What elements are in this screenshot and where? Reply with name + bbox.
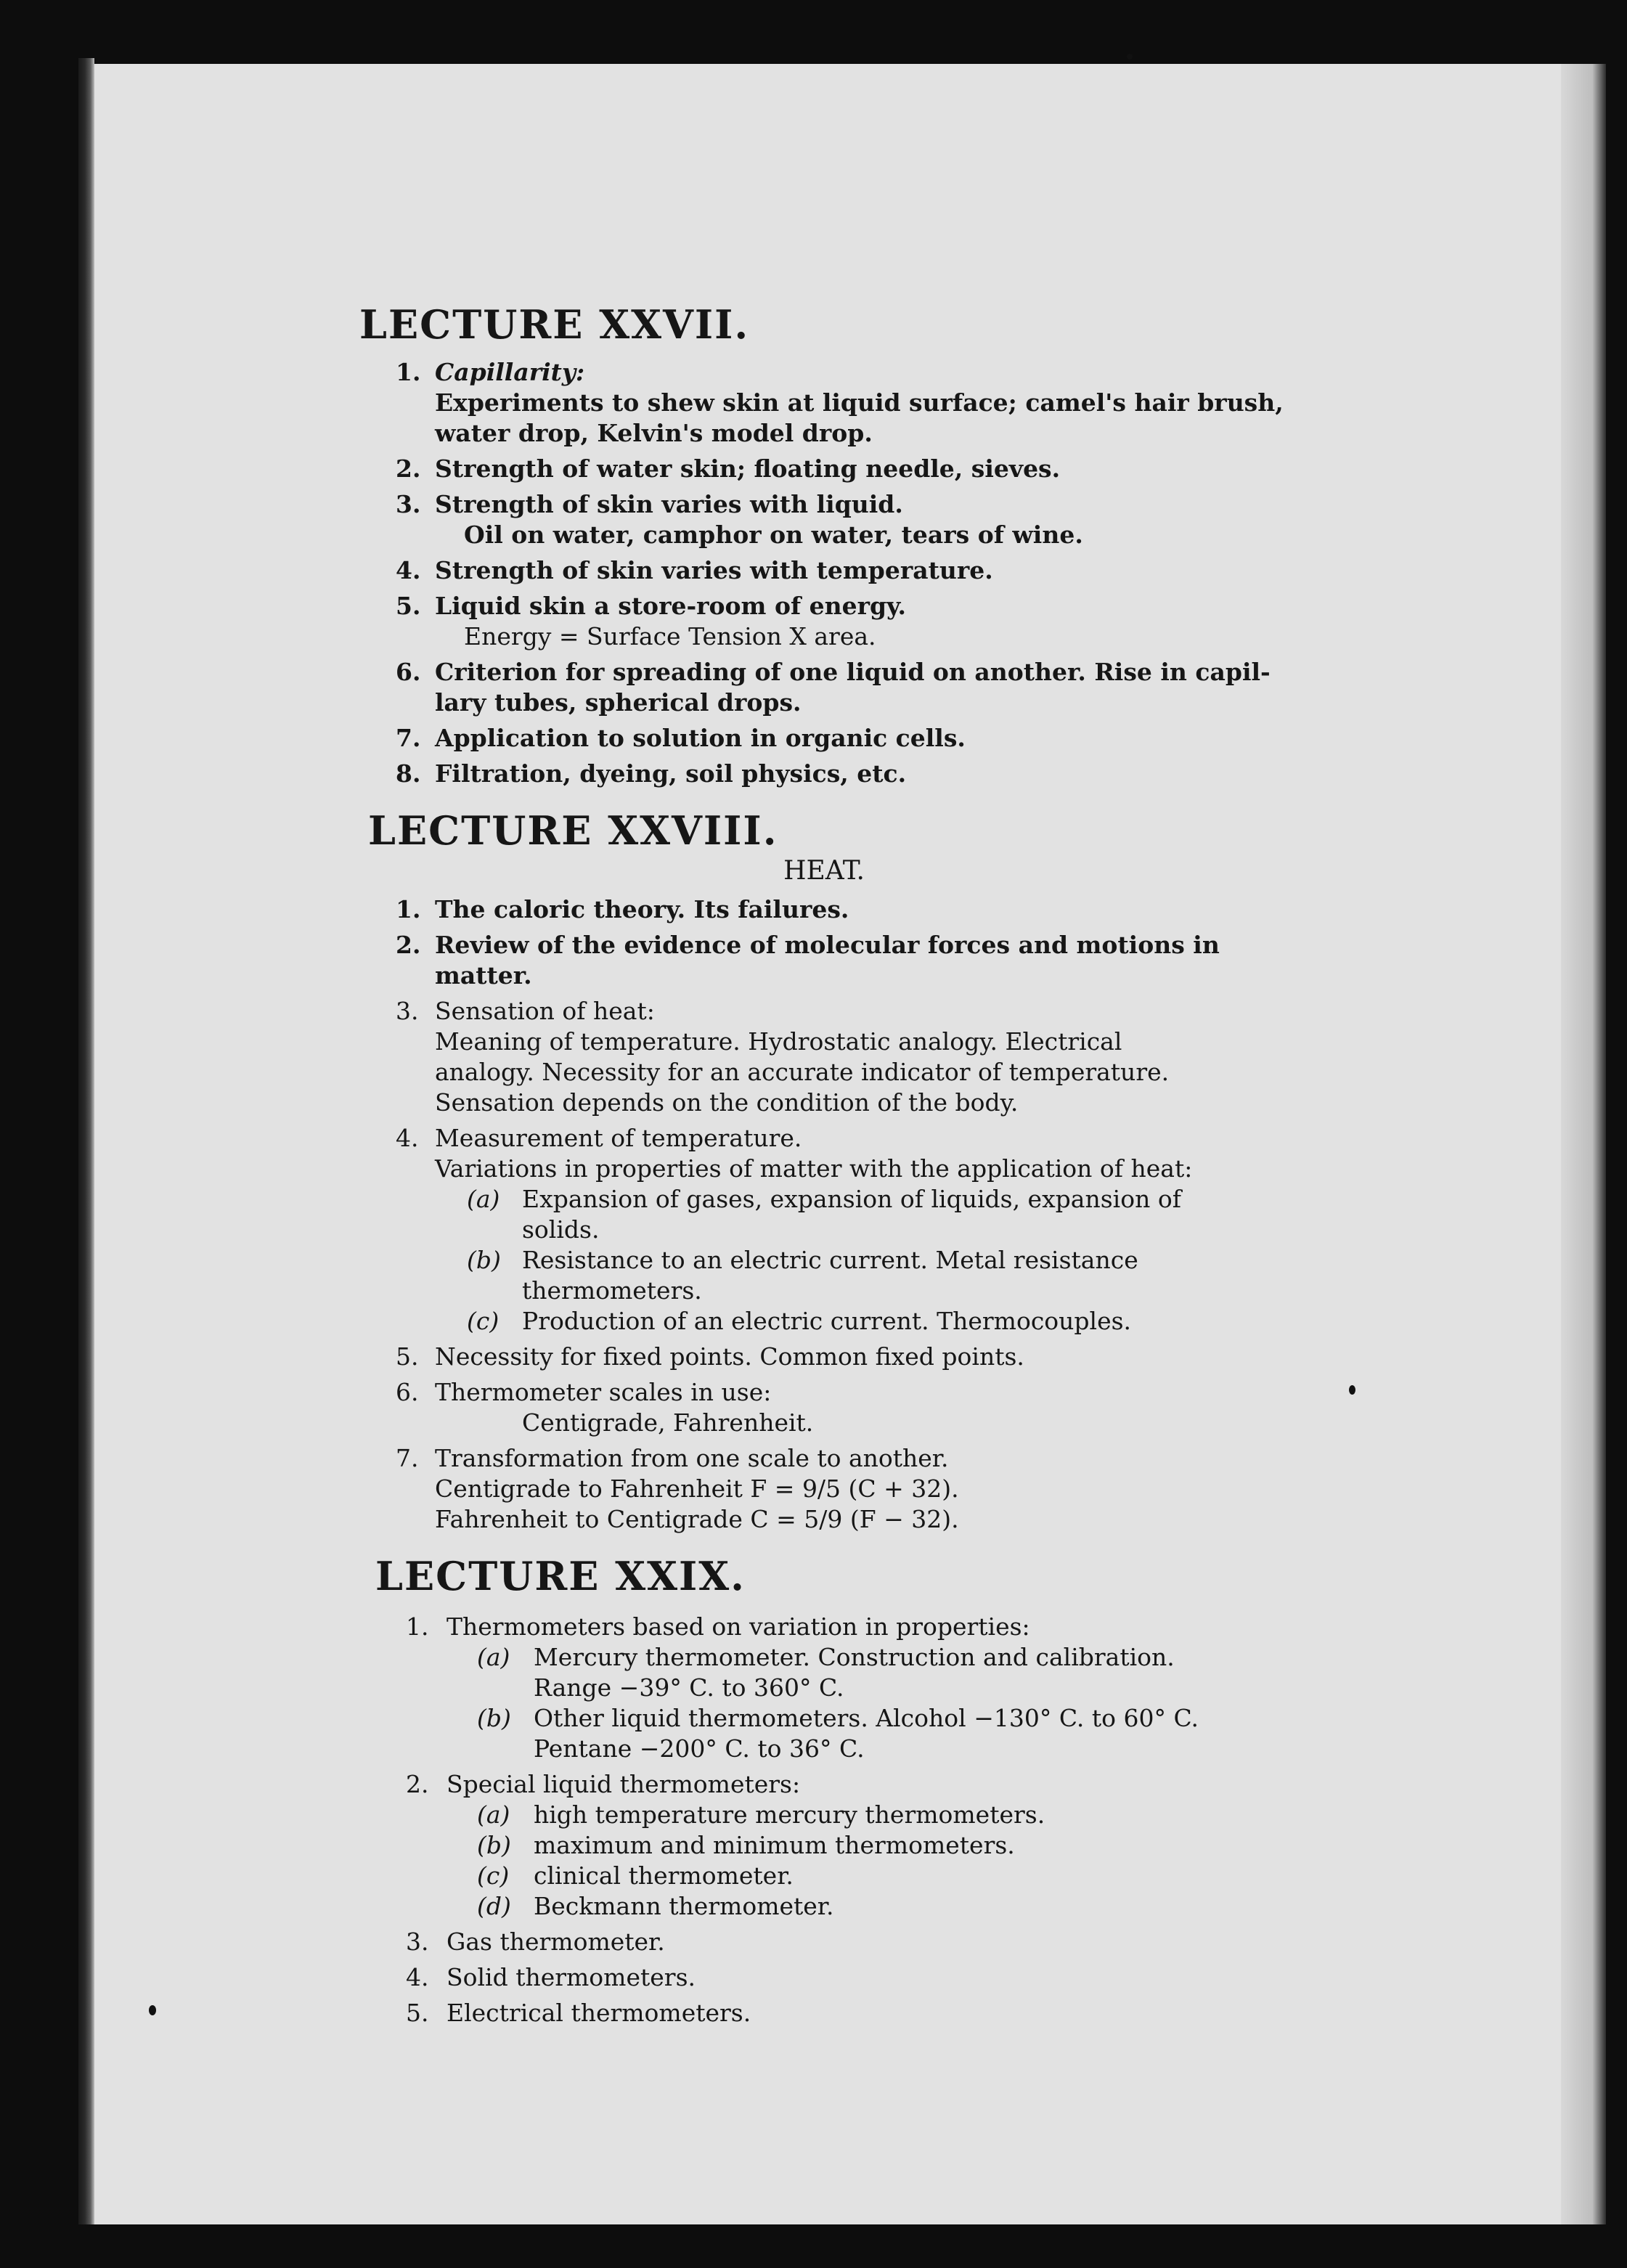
item-heading: Capillarity: <box>435 358 585 386</box>
sub-item-label: (c) <box>467 1307 499 1335</box>
sub-item <box>359 1245 1289 1306</box>
item-text: Application to solution in organic cells. <box>435 724 966 752</box>
item-number: 2. <box>396 454 421 483</box>
item-text: Liquid skin a store-room of energy. <box>435 592 906 620</box>
list-item <box>359 1927 1289 1957</box>
item-text: Strength of skin varies with temperature. <box>435 556 993 584</box>
formula-text: Fahrenheit to Centigrade C = 5/9 (F − 32). <box>435 1505 959 1533</box>
item-text: Range −39° C. to 360° C. <box>534 1673 844 1702</box>
item-number: 3. <box>396 490 421 518</box>
lecture-outline <box>359 301 1289 2034</box>
item-number: 8. <box>396 759 421 788</box>
list-item <box>359 1443 1289 1535</box>
item-text: Transformation from one scale to another. <box>435 1444 949 1472</box>
list-item <box>359 1998 1289 2028</box>
item-number: 4. <box>396 1124 419 1152</box>
sub-item-label: (b) <box>467 1246 501 1274</box>
item-text: Review of the evidence of molecular forces and motions in <box>435 931 1220 959</box>
lecture-title: LECTURE XXIX. <box>375 1553 746 1599</box>
sub-item <box>359 1891 1289 1922</box>
item-number: 4. <box>396 556 421 584</box>
item-text: Necessity for fixed points. Common fixed points. <box>435 1342 1024 1371</box>
item-text: Expansion of gases, expansion of liquids, expansion of <box>522 1185 1181 1213</box>
item-text: Solid thermometers. <box>446 1963 696 1991</box>
sub-item <box>359 1830 1289 1861</box>
list-item <box>359 591 1289 652</box>
lecture-subtitle: HEAT. <box>783 856 865 886</box>
item-number: 6. <box>396 658 421 686</box>
item-text: matter. <box>435 961 532 990</box>
item-number: 3. <box>396 997 419 1025</box>
formula-text: Energy = Surface Tension X area. <box>464 622 876 650</box>
item-number: 1. <box>396 895 421 923</box>
lecture-title: LECTURE XXVIII. <box>368 807 778 854</box>
list-item <box>359 1377 1289 1438</box>
page-bottom-edge <box>78 2224 1606 2268</box>
list-item <box>359 657 1289 718</box>
lecture-section-29 <box>359 1553 1289 2028</box>
item-number: 4. <box>406 1963 429 1991</box>
item-text: Criterion for spreading of one liquid on another. Rise in capil- <box>435 658 1271 686</box>
item-text: Sensation depends on the condition of the body. <box>435 1088 1019 1117</box>
sub-item-label: (c) <box>477 1861 510 1890</box>
sub-item <box>359 1184 1289 1245</box>
sub-item-label: (a) <box>467 1185 500 1213</box>
item-text: Measurement of temperature. <box>435 1124 802 1152</box>
scan-speck <box>1349 1385 1355 1395</box>
item-number: 7. <box>396 724 421 752</box>
item-text: Pentane −200° C. to 36° C. <box>534 1734 865 1763</box>
list-item <box>359 357 1289 449</box>
item-number: 5. <box>406 1999 429 2027</box>
item-text: Variations in properties of matter with the application of heat: <box>435 1154 1193 1183</box>
sub-item-label: (b) <box>477 1704 511 1732</box>
item-text: Centigrade, Fahrenheit. <box>522 1408 814 1437</box>
item-text: lary tubes, spherical drops. <box>435 688 802 717</box>
item-text: Experiments to shew skin at liquid surface; camel's hair brush, <box>435 388 1284 417</box>
lecture-title: LECTURE XXVII. <box>359 301 750 348</box>
item-number: 5. <box>396 592 421 620</box>
list-item <box>359 759 1289 789</box>
item-number: 6. <box>396 1378 419 1406</box>
item-text: Electrical thermometers. <box>446 1999 751 2027</box>
scan-speck <box>1127 54 1133 60</box>
sub-item-label: (a) <box>477 1643 510 1671</box>
item-text: water drop, Kelvin's model drop. <box>435 419 873 447</box>
list-item <box>359 894 1289 925</box>
list-item <box>359 930 1289 991</box>
item-number: 7. <box>396 1444 419 1472</box>
formula-text: Centigrade to Fahrenheit F = 9/5 (C + 32). <box>435 1474 959 1503</box>
item-text: Gas thermometer. <box>446 1928 665 1956</box>
page-right-edge <box>1561 64 1606 2224</box>
scan-speck <box>149 2005 156 2015</box>
item-text: high temperature mercury thermometers. <box>534 1800 1045 1829</box>
list-item <box>359 1962 1289 1993</box>
lecture-section-27 <box>359 301 1289 789</box>
item-text: solids. <box>522 1215 600 1244</box>
sub-item <box>359 1306 1289 1337</box>
item-text: Beckmann thermometer. <box>534 1892 834 1920</box>
item-text: Meaning of temperature. Hydrostatic analogy. Electrical <box>435 1027 1122 1056</box>
item-text: Oil on water, camphor on water, tears of wine. <box>464 521 1083 549</box>
item-text: The caloric theory. Its failures. <box>435 895 849 923</box>
list-item <box>359 1612 1289 1764</box>
item-text: Strength of skin varies with liquid. <box>435 490 903 518</box>
list-item <box>359 555 1289 586</box>
page-binding-edge <box>78 58 94 2236</box>
sub-item-label: (d) <box>477 1892 511 1920</box>
item-text: analogy. Necessity for an accurate indicator of temperature. <box>435 1058 1170 1086</box>
item-text: Special liquid thermometers: <box>446 1770 801 1798</box>
item-number: 2. <box>406 1770 429 1798</box>
item-text: Thermometers based on variation in properties: <box>446 1612 1030 1641</box>
list-item <box>359 723 1289 754</box>
item-text: Resistance to an electric current. Metal resistance <box>522 1246 1138 1274</box>
sub-item-label: (b) <box>477 1831 511 1859</box>
item-text: Thermometer scales in use: <box>435 1378 772 1406</box>
sub-item <box>359 1642 1289 1703</box>
item-text: Filtration, dyeing, soil physics, etc. <box>435 759 907 788</box>
item-number: 1. <box>406 1612 429 1641</box>
item-text: Sensation of heat: <box>435 997 655 1025</box>
sub-item <box>359 1703 1289 1764</box>
sub-item <box>359 1800 1289 1830</box>
item-text: maximum and minimum thermometers. <box>534 1831 1015 1859</box>
list-item <box>359 996 1289 1118</box>
list-item <box>359 489 1289 550</box>
item-text: clinical thermometer. <box>534 1861 794 1890</box>
sub-item <box>359 1861 1289 1891</box>
item-text: Other liquid thermometers. Alcohol −130° C. to 60° C. <box>534 1704 1199 1732</box>
item-text: Mercury thermometer. Construction and calibration. <box>534 1643 1175 1671</box>
item-number: 2. <box>396 931 421 959</box>
list-item <box>359 1342 1289 1372</box>
item-number: 5. <box>396 1342 419 1371</box>
lecture-section-28 <box>359 807 1289 1535</box>
list-item <box>359 1123 1289 1337</box>
item-number: 1. <box>396 358 421 386</box>
item-text: Production of an electric current. Thermocouples. <box>522 1307 1132 1335</box>
item-text: Strength of water skin; floating needle, sieves. <box>435 454 1061 483</box>
list-item <box>359 454 1289 484</box>
item-number: 3. <box>406 1928 429 1956</box>
item-text: thermometers. <box>522 1276 702 1305</box>
sub-item-label: (a) <box>477 1800 510 1829</box>
list-item <box>359 1769 1289 1922</box>
